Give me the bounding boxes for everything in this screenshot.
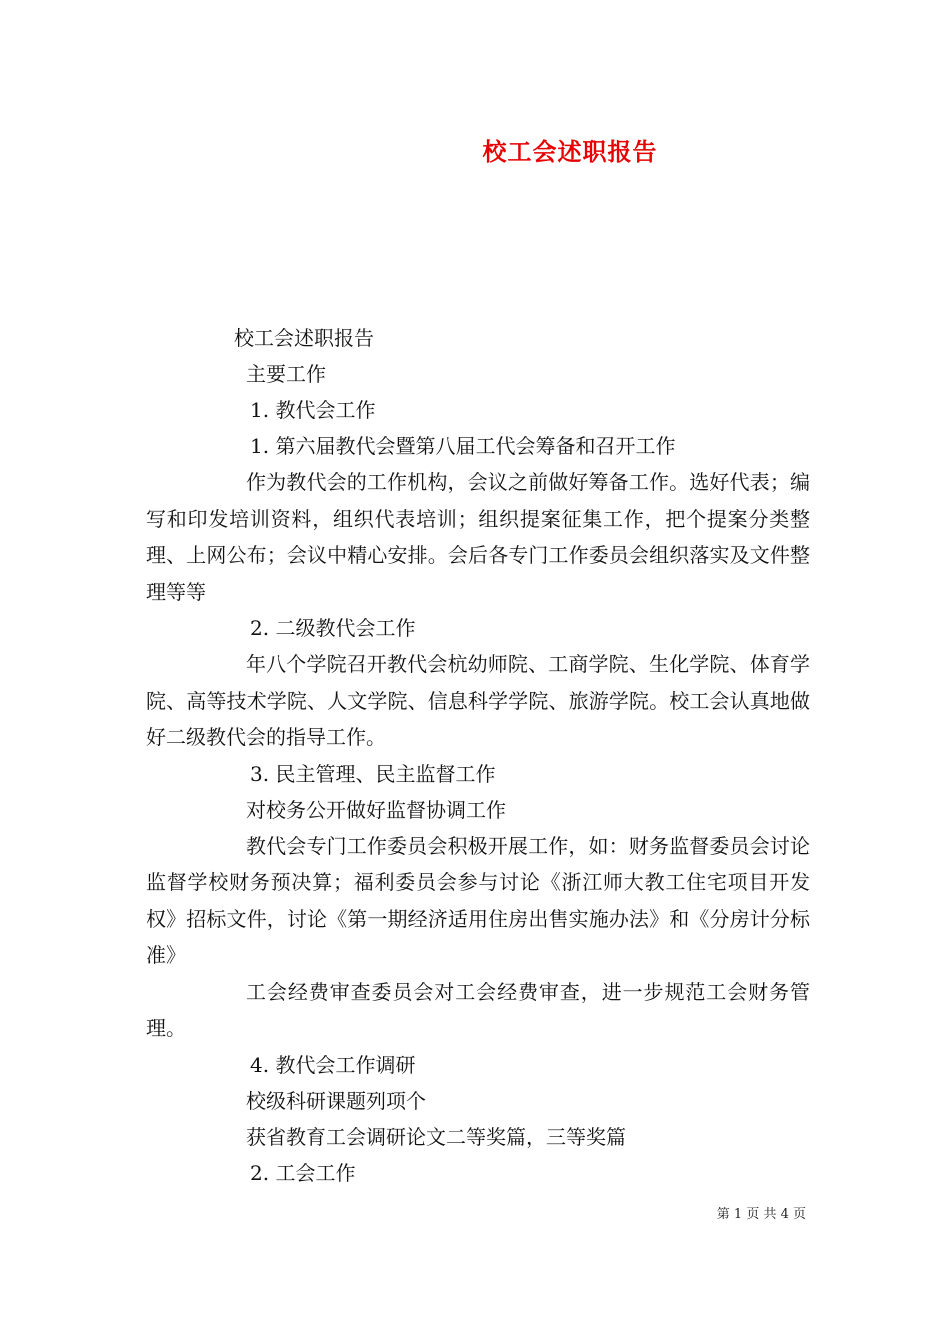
page-number: 第 1 页 共 4 页 (716, 1207, 806, 1222)
section-heading: 主要工作 (246, 362, 326, 386)
document-body (146, 320, 810, 1191)
item-heading: 1. 第六届教代会暨第八届工代会筹备和召开工作 (250, 434, 676, 458)
item-heading: 4. 教代会工作调研 (250, 1052, 416, 1077)
paragraph: 对校务公开做好监督协调工作 (246, 797, 506, 822)
paragraph: 获省教育工会调研论文二等奖篇，三等奖篇 (246, 1124, 626, 1149)
paragraph: 工会经费审查委员会对工会经费审查，进一步规范工会财务管理。 (146, 979, 810, 1040)
subsection-heading: 1. 教代会工作 (250, 398, 376, 422)
paragraph: 校级科研课题列项个 (246, 1088, 426, 1113)
item-heading: 3. 民主管理、民主监督工作 (250, 761, 496, 786)
document-title: 校工会述职报告 (482, 137, 658, 166)
paragraph: 年八个学院召开教代会杭幼师院、工商学院、生化学院、体育学院、高等技术学院、人文学院、信息科学学院、旅游学院。校工会认真地做好二级教代会的指导工作。 (146, 652, 810, 749)
subsection-heading: 2. 工会工作 (250, 1160, 356, 1185)
paragraph: 作为教代会的工作机构，会议之前做好筹备工作。选好代表；编写和印发培训资料，组织代表培训；组织提案征集工作，把个提案分类整理、上网公布；会议中精心安排。会后各专门工作委员会组织落实及文件整理等等 (146, 470, 810, 604)
paragraph: 教代会专门工作委员会积极开展工作，如：财务监督委员会讨论监督学校财务预决算；福利委员会参与讨论《浙江师大教工住宅项目开发权》招标文件，讨论《第一期经济适用住房出售实施办法》和《分房计分标准》 (146, 833, 810, 967)
item-heading: 2. 二级教代会工作 (250, 616, 416, 640)
body-heading: 校工会述职报告 (234, 326, 374, 350)
